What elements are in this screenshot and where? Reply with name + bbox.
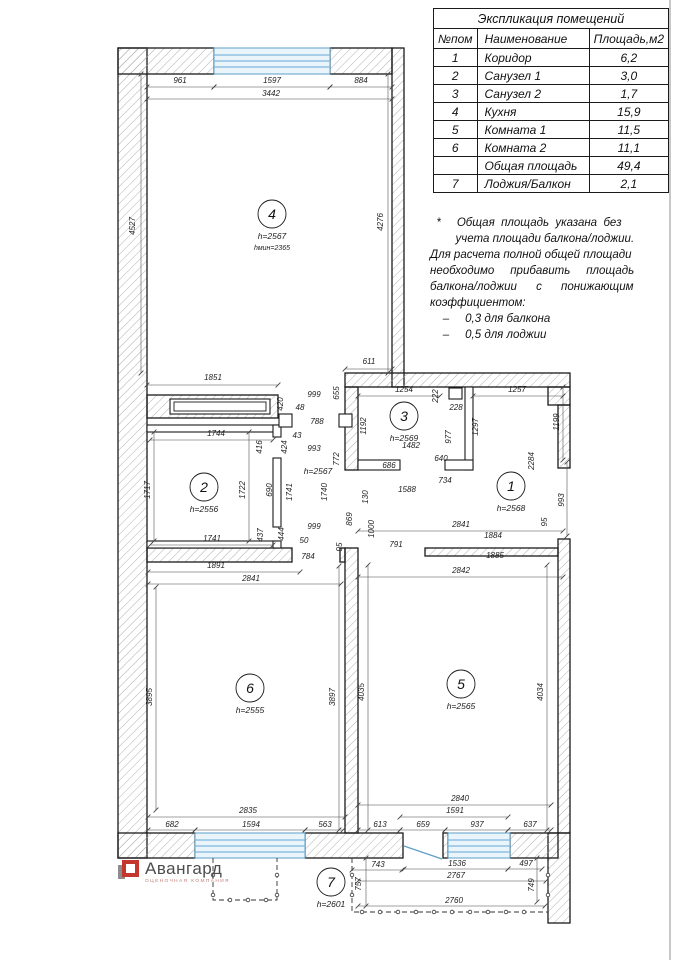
note-line: балкона/лоджии с понижающим (430, 281, 634, 293)
table-cell: 2,1 (589, 175, 668, 193)
room-number: 6 (246, 680, 254, 696)
table-cell: Санузел 2 (477, 85, 589, 103)
dimension-label: 3897 (328, 688, 337, 706)
dimension-label: 563 (318, 820, 332, 829)
dimension-label: 1741 (203, 534, 221, 543)
room-marker-7 (317, 868, 346, 909)
company-logo (118, 860, 230, 884)
balcony-door-leaf (404, 846, 442, 859)
table-header: №пом (434, 29, 478, 49)
window-room5 (448, 833, 510, 858)
dimension-label: 2760 (445, 896, 463, 905)
dimension-label: 734 (438, 476, 452, 485)
dimension-label: 993 (557, 493, 566, 507)
door-jamb (279, 414, 292, 427)
dimension-label: 50 (299, 536, 309, 545)
room-number: 4 (268, 206, 276, 222)
dimension-label: 2842 (452, 566, 470, 575)
note-line: коэффициентом: (430, 297, 526, 309)
dimension-label: 977 (444, 430, 453, 444)
table-cell: 4 (434, 103, 478, 121)
dimension-label: 1744 (207, 429, 225, 438)
table-cell: Общая площадь (477, 157, 589, 175)
dimension-label: 772 (332, 452, 341, 466)
dimension-label: 993 (307, 444, 321, 453)
dimension-label: 4034 (536, 683, 545, 701)
room-height-label: h=2569 (389, 433, 419, 443)
dimension-label: 1482 (402, 441, 420, 450)
dimension-label: 420 (276, 397, 285, 411)
dimension-label: 3442 (262, 89, 280, 98)
note-line: Для расчета полной общей площади (430, 249, 632, 261)
wall-top-right (330, 48, 392, 74)
table-cell: 49,4 (589, 157, 668, 175)
room-number: 1 (507, 478, 515, 494)
room-number: 5 (457, 676, 465, 692)
dimension-label: 1257 (508, 385, 526, 394)
dimension-label: 1891 (207, 561, 225, 570)
wall-top-rooms-3-1 (345, 373, 570, 387)
dimension-label: 1591 (446, 806, 464, 815)
table-cell: 6,2 (589, 49, 668, 67)
wall-right-lower (558, 539, 570, 833)
dimension-label: 1741 (285, 483, 294, 501)
room-marker-2 (190, 473, 219, 514)
dimension-label: 1740 (320, 483, 329, 501)
table-title: Экспликация помещений (434, 9, 669, 29)
dimension-label: 130 (361, 490, 370, 504)
logo-cube-icon (118, 860, 139, 881)
wall-bottom-3 (510, 833, 558, 858)
dimension-label: 2835 (239, 806, 257, 815)
dimension-label: 1885 (486, 551, 504, 560)
door-jamb (339, 414, 352, 427)
room-height-label: h=2555 (235, 705, 265, 715)
dimension-label: 95 (540, 517, 549, 527)
table-row (434, 67, 669, 85)
note-line: необходимо прибавить площадь (430, 265, 635, 277)
dimension-label: 937 (470, 820, 484, 829)
dimension-label: 437 (256, 528, 265, 542)
table-cell: 1 (434, 49, 478, 67)
wall-bottom-pier (443, 833, 448, 858)
table-row (434, 175, 669, 193)
room-height-label: h=2565 (446, 701, 476, 711)
table-row (434, 103, 669, 121)
dimension-label: 416 (255, 440, 264, 454)
dimension-label: 637 (523, 820, 537, 829)
room-height-label: h=2568 (496, 503, 526, 513)
dimension-label: 682 (165, 820, 179, 829)
wall-left (118, 48, 147, 858)
dimension-label: 1199 (552, 413, 561, 431)
dimension-label: 497 (519, 859, 533, 868)
room-marker-5 (447, 670, 476, 711)
table-cell: 15,9 (589, 103, 668, 121)
logo-name: Авангард (145, 859, 223, 878)
room-height-label: h=2567 (257, 231, 287, 241)
wall-top-left (118, 48, 214, 74)
dimension-label: 655 (332, 386, 341, 400)
note-line: * Общая площадь указана без (430, 217, 622, 229)
niche (170, 399, 270, 414)
dimension-label: 2841 (452, 520, 470, 529)
dimension-label: 222 (431, 389, 440, 403)
table-cell: 3,0 (589, 67, 668, 85)
dimension-label: 4276 (376, 213, 385, 231)
wall-bottom-2 (305, 833, 403, 858)
dimension-label: 1588 (398, 485, 416, 494)
dimension-label: 4527 (128, 217, 137, 235)
explication-table (433, 8, 669, 193)
table-row (434, 157, 669, 175)
table-cell: Коридор (477, 49, 589, 67)
table-header: Наименование (477, 29, 589, 49)
dimension-label: 1722 (238, 481, 247, 499)
dimension-label: 999 (307, 522, 321, 531)
dimension-label: 2284 (527, 452, 536, 470)
dimension-label: 424 (280, 440, 289, 454)
wall-room6-top (147, 548, 292, 562)
dimension-label: 1000 (367, 520, 376, 538)
table-cell: Лоджия/Балкон (477, 175, 589, 193)
room-number: 2 (200, 479, 208, 495)
wall-kitchen-right (392, 48, 404, 387)
room-marker-4 (254, 200, 290, 252)
vent-duct (449, 388, 462, 399)
dimension-label: 690 (265, 483, 274, 497)
table-row (434, 121, 669, 139)
dimension-label: 2841 (242, 574, 260, 583)
window-kitchen (214, 48, 330, 74)
dimension-label: 611 (362, 357, 376, 366)
table-cell: 1,7 (589, 85, 668, 103)
dimension-label: 640 (434, 454, 448, 463)
table-cell: 5 (434, 121, 478, 139)
table-cell: 2 (434, 67, 478, 85)
room-min-height-label: hмин=2365 (253, 245, 291, 252)
dimension-label: 1594 (242, 820, 260, 829)
dimension-label: 2767 (447, 871, 465, 880)
room-number: 3 (400, 408, 408, 424)
dimension-label: 791 (389, 540, 403, 549)
dimension-label: 228 (449, 403, 463, 412)
dimension-label: 1192 (359, 417, 368, 435)
dimension-label: 749 (527, 878, 536, 892)
dimension-label: 2840 (451, 794, 469, 803)
table-cell: 7 (434, 175, 478, 193)
dimension-label: 95 (335, 542, 344, 552)
table-cell: 3 (434, 85, 478, 103)
room-marker-1 (497, 472, 526, 513)
note-line: – 0,5 для лоджии (430, 329, 547, 341)
room-marker-6 (236, 674, 265, 715)
table-cell: Кухня (477, 103, 589, 121)
balcony-balusters (211, 873, 550, 914)
dimension-label: 757 (354, 877, 363, 891)
dimension-label: h=2567 (303, 466, 333, 476)
dimension-label: 743 (371, 860, 385, 869)
note-line: учета площади балкона/лоджии. (430, 233, 635, 245)
room-height-label: h=2556 (189, 504, 219, 514)
dimension-label: 3895 (145, 688, 154, 706)
area-note (430, 215, 672, 343)
dimension-label: 869 (345, 512, 354, 526)
window-room6 (195, 833, 305, 858)
table-cell: Комната 2 (477, 139, 589, 157)
dimension-label: 43 (292, 431, 302, 440)
room-height-label: h=2601 (316, 899, 346, 909)
table-row (434, 85, 669, 103)
table-cell: 6 (434, 139, 478, 157)
dimension-label: 884 (354, 76, 368, 85)
dimension-label: 1254 (395, 385, 413, 394)
table-header: Площадь,м2 (589, 29, 668, 49)
table-cell: Санузел 1 (477, 67, 589, 85)
room-number: 7 (327, 874, 335, 890)
table-cell: 11,1 (589, 139, 668, 157)
dimension-label: 1297 (471, 418, 480, 436)
room-marker-3 (390, 402, 419, 443)
logo-tagline: ОЦЕНОЧНАЯ КОМПАНИЯ (145, 879, 230, 884)
dimension-label: 1851 (204, 373, 222, 382)
dimension-label: 784 (301, 552, 315, 561)
dimension-label: 686 (382, 461, 396, 470)
dimension-label: 1717 (143, 481, 152, 499)
wall-corridor-right (345, 387, 358, 470)
dimension-label: 659 (416, 820, 430, 829)
dimension-label: 961 (173, 76, 187, 85)
table-cell: Комната 1 (477, 121, 589, 139)
dimension-label: 444 (277, 527, 286, 541)
table-cell (434, 157, 478, 175)
dimension-label: 788 (310, 417, 324, 426)
table-row (434, 49, 669, 67)
dimension-label: 999 (307, 390, 321, 399)
table-row (434, 139, 669, 157)
dimension-label: 613 (373, 820, 387, 829)
dimension-label: 48 (295, 403, 305, 412)
dimension-label: 4035 (357, 683, 366, 701)
table-cell: 11,5 (589, 121, 668, 139)
dimension-label: 1536 (448, 859, 466, 868)
note-line: – 0,3 для балкона (430, 313, 551, 325)
dimension-label: 1884 (484, 531, 502, 540)
wall-bottom-1 (118, 833, 195, 858)
dimension-label: 1597 (263, 76, 281, 85)
